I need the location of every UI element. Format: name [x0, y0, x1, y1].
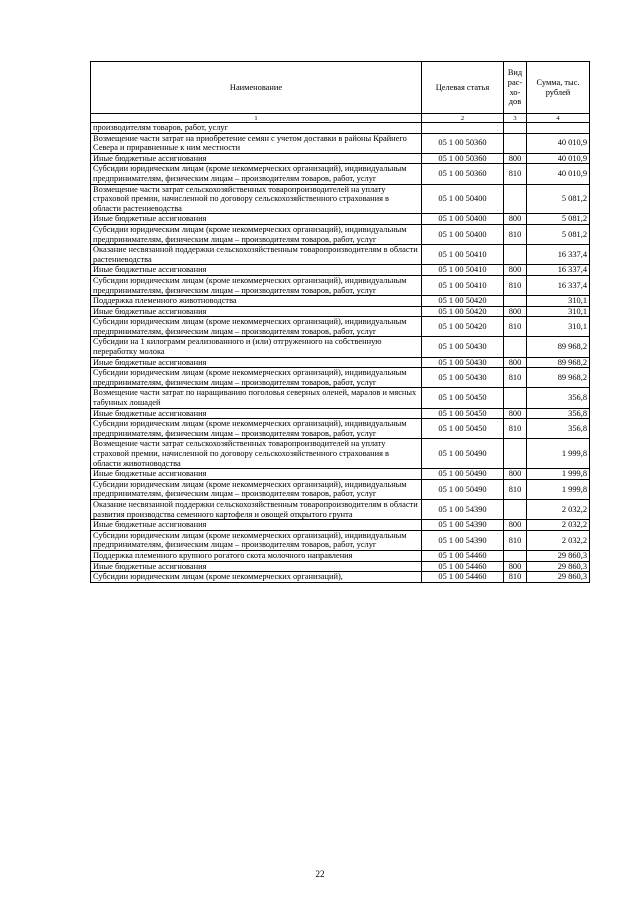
row-sum: 89 968,2 — [527, 357, 590, 368]
table-row — [91, 550, 590, 561]
row-article — [422, 123, 504, 134]
table-row — [91, 439, 590, 469]
row-name: Иные бюджетные ассигнования — [91, 408, 422, 419]
page-number: 22 — [315, 869, 325, 879]
row-type: 800 — [504, 214, 527, 225]
row-article: 05 1 00 50490 — [422, 439, 504, 469]
row-type: 810 — [504, 164, 527, 184]
row-type — [504, 245, 527, 265]
row-type — [504, 123, 527, 134]
table-row — [91, 275, 590, 295]
row-type: 810 — [504, 275, 527, 295]
table-row — [91, 469, 590, 480]
row-name: Возмещение части затрат сельскохозяйственных товаропроизводителей на уплату страховой премии, начисленной по договору сельскохозяйственного страхования в области животноводства — [91, 439, 422, 469]
table-row — [91, 123, 590, 134]
row-article: 05 1 00 50410 — [422, 275, 504, 295]
row-article: 05 1 00 50490 — [422, 479, 504, 499]
row-sum: 356,8 — [527, 388, 590, 408]
row-article: 05 1 00 54390 — [422, 499, 504, 519]
row-sum: 89 968,2 — [527, 337, 590, 357]
row-article: 05 1 00 54460 — [422, 561, 504, 572]
header-type: Вид рас-хо-дов — [504, 62, 527, 114]
row-type: 810 — [504, 419, 527, 439]
row-article: 05 1 00 50400 — [422, 224, 504, 244]
row-article: 05 1 00 50420 — [422, 306, 504, 317]
row-type — [504, 184, 527, 214]
header-sum: Сумма, тыс. рублей — [527, 62, 590, 114]
row-sum: 40 010,9 — [527, 153, 590, 164]
row-type: 800 — [504, 306, 527, 317]
row-name: Субсидии юридическим лицам (кроме некоммерческих организаций), — [91, 572, 422, 583]
row-type — [504, 550, 527, 561]
row-name: Субсидии юридическим лицам (кроме некоммерческих организаций), индивидуальным предпринимателям, физическим лицам – производителям товаров, работ, услуг — [91, 164, 422, 184]
row-article: 05 1 00 50430 — [422, 368, 504, 388]
row-article: 05 1 00 50490 — [422, 469, 504, 480]
row-sum: 16 337,4 — [527, 265, 590, 276]
row-name: Субсидии юридическим лицам (кроме некоммерческих организаций), индивидуальным предпринимателям, физическим лицам – производителям товаров, работ, услуг — [91, 368, 422, 388]
header-article: Целевая статья — [422, 62, 504, 114]
row-name: Субсидии юридическим лицам (кроме некоммерческих организаций), индивидуальным предпринимателям, физическим лицам – производителям товаров, работ, услуг — [91, 317, 422, 337]
row-type: 810 — [504, 224, 527, 244]
row-name: Поддержка племенного крупного рогатого скота молочного направления — [91, 550, 422, 561]
row-type — [504, 439, 527, 469]
row-type — [504, 296, 527, 307]
row-sum: 29 860,3 — [527, 550, 590, 561]
row-article: 05 1 00 50420 — [422, 296, 504, 307]
table-body — [91, 123, 590, 583]
row-sum: 5 081,2 — [527, 214, 590, 225]
row-sum: 310,1 — [527, 317, 590, 337]
row-sum: 5 081,2 — [527, 184, 590, 214]
table-row — [91, 214, 590, 225]
row-article: 05 1 00 54390 — [422, 520, 504, 531]
row-sum — [527, 123, 590, 134]
table-row — [91, 245, 590, 265]
table-row — [91, 499, 590, 519]
row-article: 05 1 00 50430 — [422, 357, 504, 368]
column-index: 1 — [91, 114, 422, 123]
row-type: 800 — [504, 469, 527, 480]
row-article: 05 1 00 54460 — [422, 550, 504, 561]
table-row — [91, 306, 590, 317]
row-sum: 310,1 — [527, 296, 590, 307]
row-sum: 2 032,2 — [527, 530, 590, 550]
row-type — [504, 337, 527, 357]
row-sum: 2 032,2 — [527, 499, 590, 519]
table-row — [91, 224, 590, 244]
row-name: Субсидии юридическим лицам (кроме некоммерческих организаций), индивидуальным предпринимателям, физическим лицам – производителям товаров, работ, услуг — [91, 224, 422, 244]
row-type: 810 — [504, 572, 527, 583]
row-name: Субсидии на 1 килограмм реализованного и (или) отгруженного на собственную переработку молока — [91, 337, 422, 357]
row-type: 800 — [504, 357, 527, 368]
row-sum: 1 999,8 — [527, 469, 590, 480]
row-name: Субсидии юридическим лицам (кроме некоммерческих организаций), индивидуальным предпринимателям, физическим лицам – производителям товаров, работ, услуг — [91, 530, 422, 550]
row-name: Оказание несвязанной поддержки сельскохозяйственным товаропроизводителям в области растениеводства — [91, 245, 422, 265]
row-type: 810 — [504, 368, 527, 388]
row-type: 810 — [504, 317, 527, 337]
row-sum: 89 968,2 — [527, 368, 590, 388]
table-row — [91, 561, 590, 572]
table-row — [91, 520, 590, 531]
table-row — [91, 388, 590, 408]
row-name: производителям товаров, работ, услуг — [91, 123, 422, 134]
table-row — [91, 419, 590, 439]
row-article: 05 1 00 50420 — [422, 317, 504, 337]
row-type — [504, 388, 527, 408]
row-sum: 16 337,4 — [527, 275, 590, 295]
row-name: Иные бюджетные ассигнования — [91, 265, 422, 276]
table-row — [91, 133, 590, 153]
row-article: 05 1 00 50450 — [422, 419, 504, 439]
row-sum: 356,8 — [527, 408, 590, 419]
row-name: Субсидии юридическим лицам (кроме некоммерческих организаций), индивидуальным предпринимателям, физическим лицам – производителям товаров, работ, услуг — [91, 479, 422, 499]
row-type: 810 — [504, 530, 527, 550]
row-type: 800 — [504, 408, 527, 419]
row-name: Иные бюджетные ассигнования — [91, 214, 422, 225]
table-row — [91, 572, 590, 583]
row-article: 05 1 00 50430 — [422, 337, 504, 357]
row-article: 05 1 00 50360 — [422, 164, 504, 184]
row-name: Субсидии юридическим лицам (кроме некоммерческих организаций), индивидуальным предпринимателям, физическим лицам – производителям товаров, работ, услуг — [91, 275, 422, 295]
row-name: Иные бюджетные ассигнования — [91, 357, 422, 368]
row-type: 800 — [504, 561, 527, 572]
column-index: 2 — [422, 114, 504, 123]
row-article: 05 1 00 50400 — [422, 184, 504, 214]
row-sum: 29 860,3 — [527, 572, 590, 583]
row-sum: 29 860,3 — [527, 561, 590, 572]
row-name: Иные бюджетные ассигнования — [91, 153, 422, 164]
row-article: 05 1 00 50410 — [422, 245, 504, 265]
column-index: 4 — [527, 114, 590, 123]
header-name: Наименование — [91, 62, 422, 114]
row-name: Иные бюджетные ассигнования — [91, 469, 422, 480]
table-row — [91, 153, 590, 164]
row-sum: 16 337,4 — [527, 245, 590, 265]
table-row — [91, 530, 590, 550]
row-name: Субсидии юридическим лицам (кроме некоммерческих организаций), индивидуальным предпринимателям, физическим лицам – производителям товаров, работ, услуг — [91, 419, 422, 439]
table-row — [91, 357, 590, 368]
row-article: 05 1 00 54460 — [422, 572, 504, 583]
budget-table — [90, 61, 590, 583]
row-name: Возмещение части затрат сельскохозяйственных товаропроизводителей на уплату страховой премии, начисленной по договору сельскохозяйственного страхования в области растениеводства — [91, 184, 422, 214]
row-type: 800 — [504, 520, 527, 531]
row-article: 05 1 00 54390 — [422, 530, 504, 550]
table-row — [91, 408, 590, 419]
row-type — [504, 133, 527, 153]
row-sum: 40 010,9 — [527, 164, 590, 184]
row-type — [504, 499, 527, 519]
row-name: Иные бюджетные ассигнования — [91, 520, 422, 531]
table-row — [91, 265, 590, 276]
row-article: 05 1 00 50450 — [422, 408, 504, 419]
row-sum: 5 081,2 — [527, 224, 590, 244]
column-index-row — [91, 114, 590, 123]
table-row — [91, 317, 590, 337]
row-name: Иные бюджетные ассигнования — [91, 306, 422, 317]
row-name: Возмещение части затрат по наращиванию поголовья северных оленей, маралов и мясных табунных лошадей — [91, 388, 422, 408]
row-type: 800 — [504, 153, 527, 164]
column-index: 3 — [504, 114, 527, 123]
table-row — [91, 479, 590, 499]
row-article: 05 1 00 50410 — [422, 265, 504, 276]
row-sum: 1 999,8 — [527, 479, 590, 499]
row-sum: 2 032,2 — [527, 520, 590, 531]
row-type: 800 — [504, 265, 527, 276]
row-name: Возмещение части затрат на приобретение семян с учетом доставки в районы Крайнего Севера и приравненные к ним местности — [91, 133, 422, 153]
row-article: 05 1 00 50360 — [422, 133, 504, 153]
table-row — [91, 184, 590, 214]
table-row — [91, 368, 590, 388]
row-name: Поддержка племенного животноводства — [91, 296, 422, 307]
row-name: Оказание несвязанной поддержки сельскохозяйственным товаропроизводителям в области развития производства семенного картофеля и овощей открытого грунта — [91, 499, 422, 519]
row-sum: 356,8 — [527, 419, 590, 439]
row-article: 05 1 00 50450 — [422, 388, 504, 408]
table-row — [91, 337, 590, 357]
table-row — [91, 164, 590, 184]
row-sum: 40 010,9 — [527, 133, 590, 153]
header-row — [91, 62, 590, 114]
table-row — [91, 296, 590, 307]
row-sum: 1 999,8 — [527, 439, 590, 469]
row-sum: 310,1 — [527, 306, 590, 317]
row-article: 05 1 00 50400 — [422, 214, 504, 225]
row-type: 810 — [504, 479, 527, 499]
row-article: 05 1 00 50360 — [422, 153, 504, 164]
row-name: Иные бюджетные ассигнования — [91, 561, 422, 572]
